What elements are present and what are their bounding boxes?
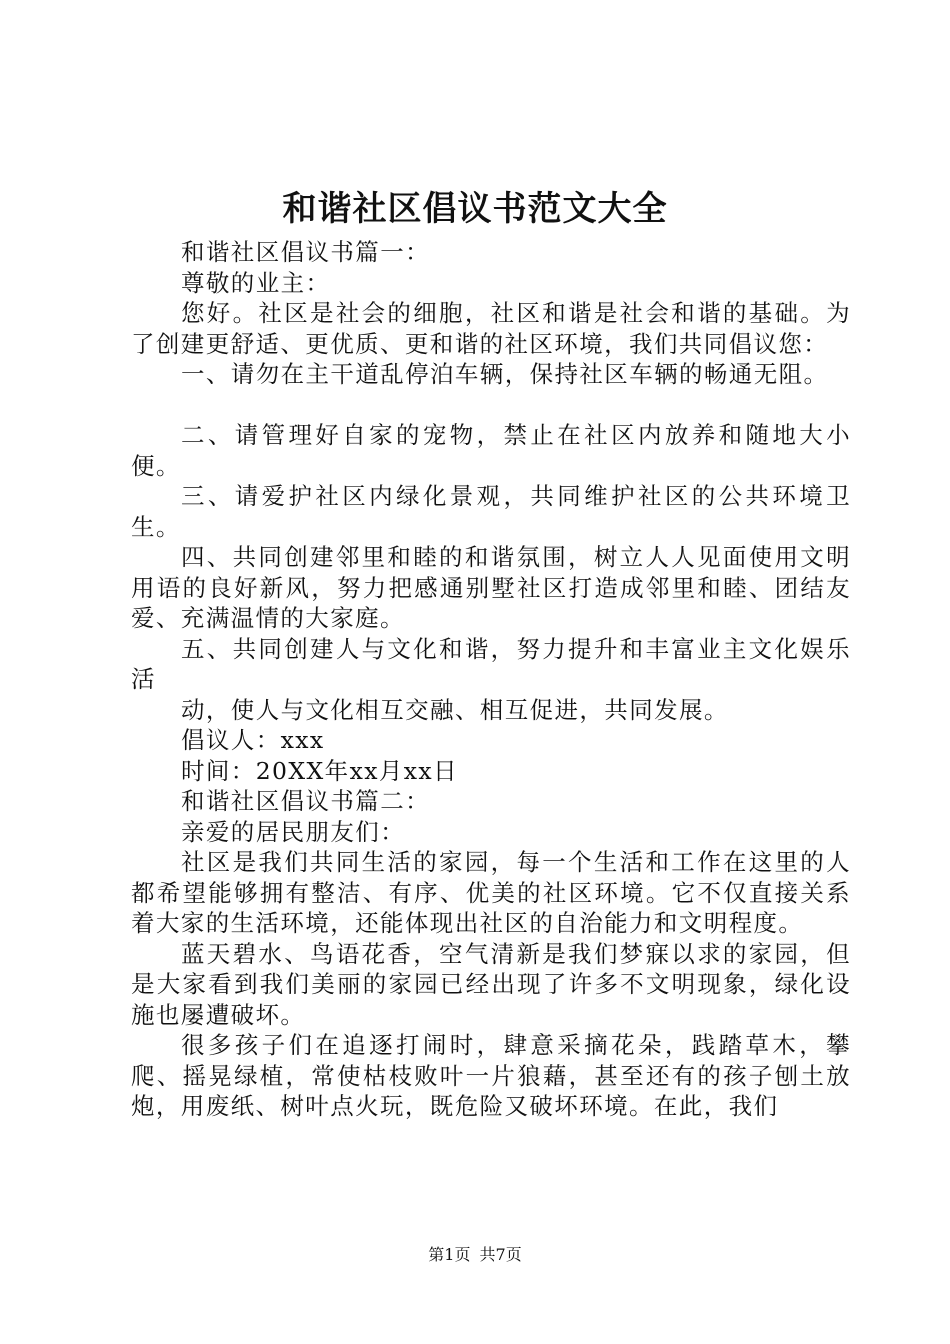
paragraph: 一、请勿在主干道乱停泊车辆，保持社区车辆的畅通无阻。 <box>181 360 829 388</box>
paragraph: 倡议人：xxx <box>181 726 325 754</box>
paragraph: 二、请管理好自家的宠物，禁止在社区内放养和随地大小便。 <box>131 421 851 480</box>
paragraph: 三、请爱护社区内绿化景观，共同维护社区的公共环境卫生。 <box>131 482 851 541</box>
paragraph: 亲爱的居民朋友们： <box>181 817 406 846</box>
paragraph: 社区是我们共同生活的家园，每一个生活和工作在这里的人都希望能够拥有整洁、有序、优美的社区环境。它不仅直接关系着大家的生活环境，还能体现出社区的自治能力和文明程度。 <box>131 848 851 937</box>
page-number: 第1页 <box>428 1245 471 1264</box>
paragraph: 五、共同创建人与文化和谐，努力提升和丰富业主文化娱乐活 <box>131 634 851 693</box>
paragraph: 动，使人与文化相互交融、相互促进，共同发展。 <box>181 695 729 724</box>
paragraph: 时间：20XX年xx月xx日 <box>181 756 458 785</box>
page-title: 和谐社区倡议书范文大全 <box>282 189 668 229</box>
paragraph: 很多孩子们在追逐打闹时，肆意采摘花朵，践踏草木，攀爬、摇晃绿植，常使枯枝败叶一片狼藉，甚至还有的孩子刨土放炮，用废纸、树叶点火玩，既危险又破坏环境。在此，我们 <box>131 1031 851 1120</box>
page-footer <box>0 1244 950 1266</box>
document-body <box>131 237 851 1122</box>
paragraph: 尊敬的业主： <box>181 268 331 297</box>
paragraph: 和谐社区倡议书篇一： <box>181 238 430 266</box>
paragraph: 四、共同创建邻里和睦的和谐氛围，树立人人见面使用文明用语的良好新风，努力把感通别墅社区打造成邻里和睦、团结友爱、充满温情的大家庭。 <box>131 543 851 632</box>
page-total: 共7页 <box>479 1245 522 1264</box>
paragraph: 蓝天碧水、鸟语花香，空气清新是我们梦寐以求的家园，但是大家看到我们美丽的家园已经出现了许多不文明现象，绿化设施也屡遭破坏。 <box>131 939 851 1029</box>
paragraph: 和谐社区倡议书篇二： <box>181 787 430 815</box>
paragraph: 您好。社区是社会的细胞，社区和谐是社会和谐的基础。为了创建更舒适、更优质、更和谐的社区环境，我们共同倡议您： <box>131 299 851 358</box>
